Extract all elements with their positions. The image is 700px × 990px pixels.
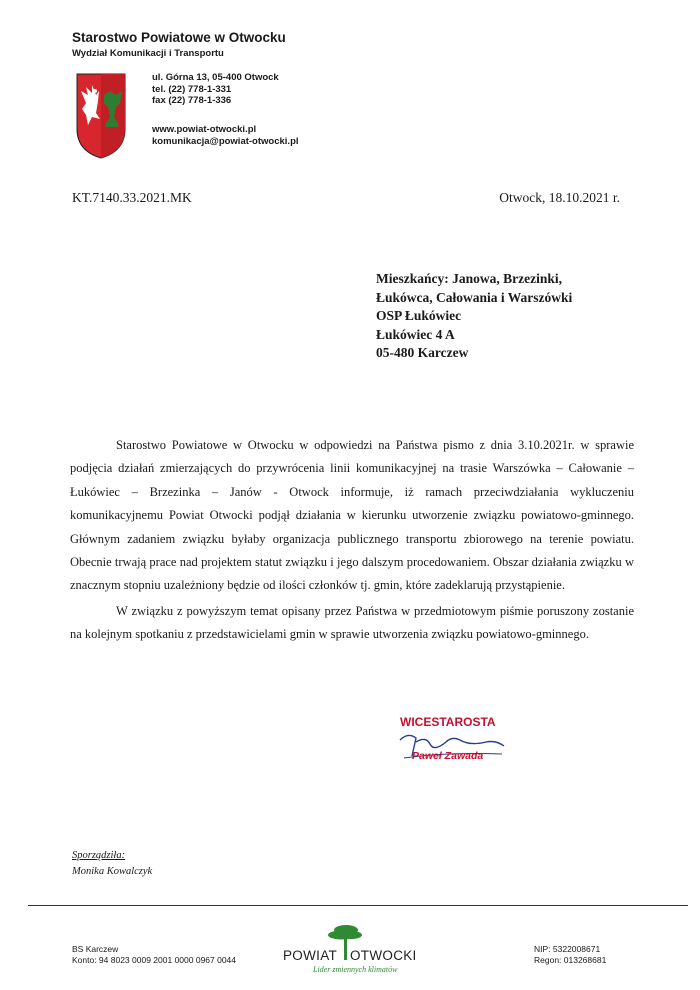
letter-date: Otwock, 18.10.2021 r. (499, 190, 620, 205)
tax-ids (534, 944, 606, 965)
email-link[interactable]: komunikacja@powiat-otwocki.pl (152, 135, 299, 147)
recipient-line: Mieszkańcy: Janowa, Brzezinki, (376, 271, 562, 286)
logo-text-left: POWIAT (283, 948, 338, 963)
footer-divider (28, 905, 688, 906)
prepared-by-label: Sporządziła: (72, 850, 126, 861)
fax-line: fax (22) 778-1-336 (152, 95, 232, 106)
phone-line: tel. (22) 778-1-331 (152, 83, 232, 95)
recipient-line: Łukówiec 4 A (376, 326, 455, 342)
department-name: Wydział Komunikacji i Transportu (72, 48, 224, 59)
recipient-line: OSP Łukówiec (376, 308, 462, 323)
body-paragraph: Starostwo Powiatowe w Otwocku w odpowiedzi na Państwa pismo z dnia 3.10.2021r. w sprawie podjęcia działań zmierzających do przywrócenia linii komunikacyjnej na trasie Warszówka – Całowanie – Łukówiec – Brzezinka – Janów - Otwock informuje, iż ramach przeciwdziałania wykluczeniu komunikacyjnemu Powiat Otwocki podjął działania w kierunku utworzenie związku powiatowo-gminnego. Głównym zadaniem związku byłaby organizacja publicznego transportu zbiorowego na terenie powiatu. Obecnie trwają prace nad projektem statut związku i jego dalszym procedowaniem. Obszar działania związku w znacznym stopniu uzależniony będzie od ilości członków tj. gmin, które zadeklarują przystąpienie. (70, 438, 634, 593)
recipient-block (376, 270, 572, 363)
letter-body (70, 434, 634, 647)
reference-number: KT.7140.33.2021.MK (72, 190, 192, 205)
logo-text-right: OTWOCKI (350, 948, 417, 963)
signature-title: WICESTAROSTA (400, 715, 496, 729)
recipient-line: Łukówca, Całowania i Warszówki (376, 289, 573, 305)
bank-info (72, 944, 236, 965)
regon-number: Regon: 013268681 (534, 954, 607, 965)
recipient-line: 05-480 Karczew (376, 345, 469, 360)
logo-slogan: Lider zmiennych klimatów (313, 965, 398, 974)
coat-of-arms-icon (76, 73, 126, 159)
nip-number: NIP: 5322008671 (534, 944, 601, 954)
website-link[interactable]: www.powiat-otwocki.pl (152, 124, 257, 135)
address-line: ul. Górna 13, 05-400 Otwock (152, 72, 279, 83)
body-paragraph: W związku z powyższym temat opisany przez Państwa w przedmiotowym piśmie poruszony zostanie na kolejnym spotkaniu z przedstawicielami gmin w sprawie utworzenia związku powiatowo-gminnego. (70, 603, 634, 642)
contact-block (152, 72, 279, 107)
signature-name: Paweł Zawada (412, 750, 484, 762)
office-title: Starostwo Powiatowe w Otwocku (72, 30, 286, 45)
web-block (152, 124, 299, 147)
prepared-by-name: Monika Kowalczyk (72, 866, 153, 877)
bank-account: Konto: 94 8023 0009 2001 0000 0967 0044 (72, 954, 237, 965)
bank-name: BS Karczew (72, 944, 119, 954)
